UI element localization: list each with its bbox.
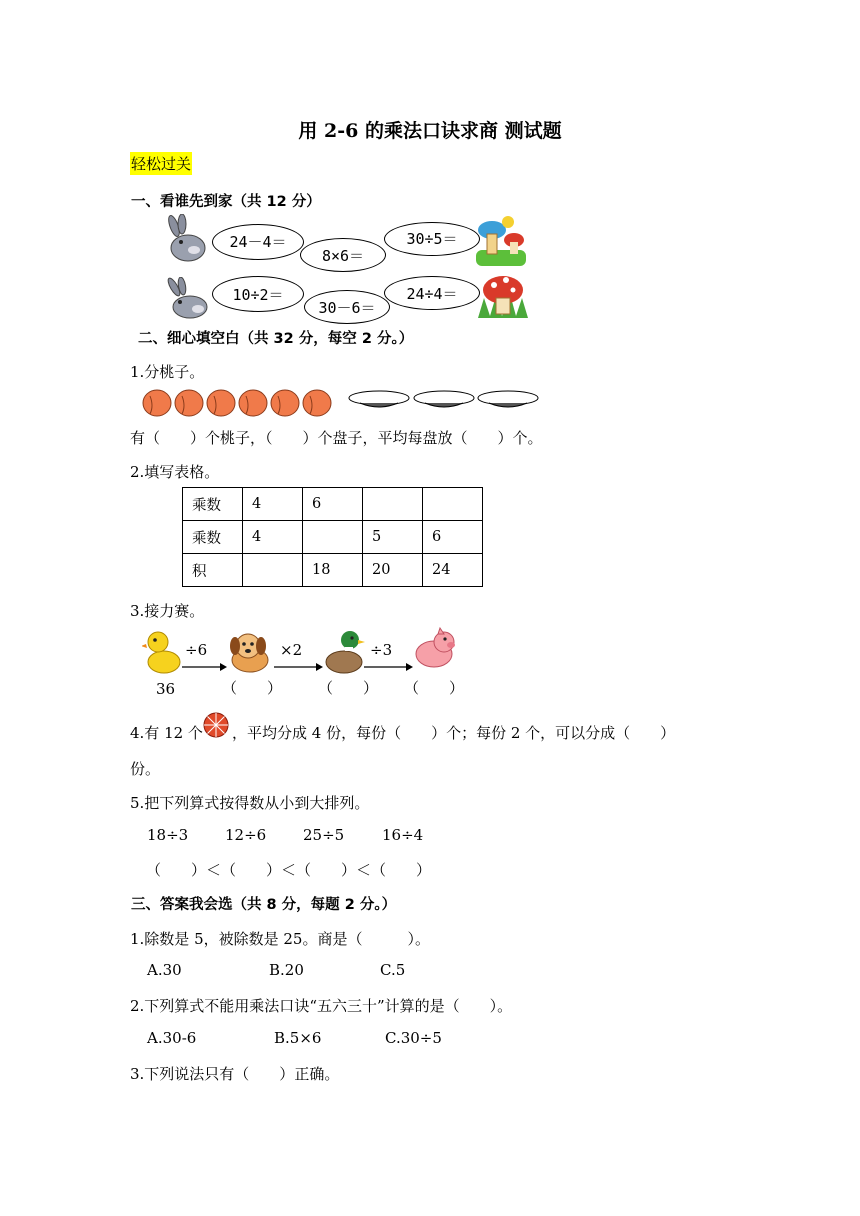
- rabbit-icon: [164, 214, 208, 264]
- mallard-icon: [322, 628, 366, 676]
- table-cell[interactable]: [303, 521, 363, 554]
- peaches-icon: [140, 386, 340, 418]
- table-cell[interactable]: [363, 488, 423, 521]
- relay-op-3: ÷3: [370, 641, 393, 659]
- race-oval[interactable]: 10÷2＝: [212, 276, 304, 312]
- relay-op-2: ×2: [280, 641, 303, 659]
- arrow-right-icon: [364, 662, 414, 672]
- mushroom-icon: [476, 268, 530, 320]
- table-cell: 24: [423, 554, 483, 587]
- arrow-right-icon: [274, 662, 324, 672]
- relay-op-1: ÷6: [185, 641, 208, 659]
- mc-q1-option-c[interactable]: C.5: [380, 961, 406, 979]
- section-tag: 轻松过关: [130, 152, 192, 175]
- relay-blank-2[interactable]: （ ）: [318, 679, 379, 697]
- q5-expression: 12÷6: [225, 826, 267, 844]
- duck-icon: [142, 628, 182, 676]
- mc-q2-option-b[interactable]: B.5×6: [274, 1029, 322, 1047]
- table-cell[interactable]: [423, 488, 483, 521]
- table-cell: 5: [363, 521, 423, 554]
- mc-q1: 1.除数是 5，被除数是 25。商是（ ）。: [130, 930, 430, 948]
- q4-text-part1: 4.有 12 个: [130, 724, 203, 742]
- section3-heading: 三、答案我会选（共 8 分，每题 2 分。）: [131, 897, 397, 913]
- table-cell: 4: [243, 521, 303, 554]
- mc-q1-option-a[interactable]: A.30: [147, 961, 182, 979]
- q4-text-part3: 份。: [130, 760, 161, 778]
- relay-blank-3[interactable]: （ ）: [404, 679, 465, 697]
- race-oval[interactable]: 30－6＝: [304, 290, 390, 324]
- mc-q3: 3.下列说法只有（ ）正确。: [130, 1065, 340, 1083]
- q5-expression: 16÷4: [382, 826, 424, 844]
- q5-expression: 18÷3: [147, 826, 189, 844]
- table-cell: 20: [363, 554, 423, 587]
- plate-icon: [413, 390, 477, 412]
- table-cell: 乘数: [183, 521, 243, 554]
- table-cell: 6: [303, 488, 363, 521]
- section2-heading: 二、细心填空白（共 32 分，每空 2 分。）: [138, 331, 414, 347]
- relay-blank-1[interactable]: （ ）: [222, 679, 283, 697]
- relay-start: 36: [156, 680, 176, 698]
- table-cell: 18: [303, 554, 363, 587]
- ball-icon: [202, 712, 230, 738]
- table-cell: 积: [183, 554, 243, 587]
- plate-icon: [477, 390, 541, 412]
- arrow-right-icon: [182, 662, 228, 672]
- multiplication-table: [182, 487, 483, 587]
- q2-label: 2.填写表格。: [130, 463, 220, 481]
- table-cell[interactable]: [243, 554, 303, 587]
- mc-q2: 2.下列算式不能用乘法口诀“五六三十”计算的是（ ）。: [130, 997, 513, 1015]
- section1-heading: 一、看谁先到家（共 12 分）: [131, 194, 321, 210]
- rabbit-icon: [166, 277, 210, 321]
- page-title: 用 2-6 的乘法口诀求商 测试题: [298, 120, 562, 142]
- mc-q1-option-b[interactable]: B.20: [269, 961, 304, 979]
- mc-q2-option-c[interactable]: C.30÷5: [385, 1029, 442, 1047]
- table-row: [183, 488, 483, 521]
- q5-label: 5.把下列算式按得数从小到大排列。: [130, 794, 370, 812]
- table-cell: 6: [423, 521, 483, 554]
- dog-icon: [224, 630, 274, 676]
- race-oval[interactable]: 30÷5＝: [384, 222, 480, 256]
- race-oval[interactable]: 24÷4＝: [384, 276, 480, 310]
- table-cell: 4: [243, 488, 303, 521]
- race-oval[interactable]: 24－4＝: [212, 224, 304, 260]
- table-cell: 乘数: [183, 488, 243, 521]
- q3-label: 3.接力赛。: [130, 602, 205, 620]
- q1-text: 有（ ）个桃子，（ ）个盘子，平均每盘放（ ）个。: [130, 429, 543, 447]
- q5-expression: 25÷5: [303, 826, 345, 844]
- mc-q2-option-a[interactable]: A.30-6: [147, 1029, 197, 1047]
- table-row: [183, 554, 483, 587]
- q5-order-blanks[interactable]: （ ）＜（ ）＜（ ）＜（ ）: [146, 861, 432, 879]
- race-oval[interactable]: 8×6＝: [300, 238, 386, 272]
- plate-icon: [348, 390, 412, 412]
- table-row: [183, 521, 483, 554]
- pig-icon: [412, 626, 458, 672]
- q1-label: 1.分桃子。: [130, 363, 205, 381]
- mushroom-house-icon: [472, 212, 530, 268]
- q4-text-part2: ，平均分成 4 份，每份（ ）个；每份 2 个，可以分成（ ）: [232, 724, 676, 742]
